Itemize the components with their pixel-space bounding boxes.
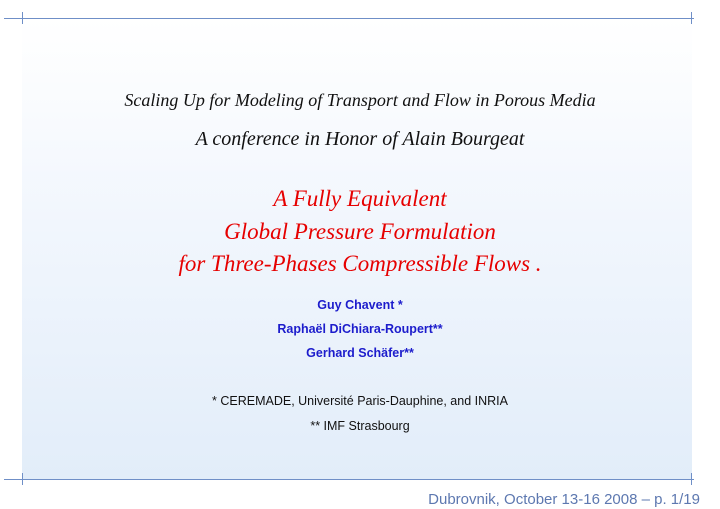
footer-page-info: Dubrovnik, October 13-16 2008 – p. 1/19 (428, 491, 700, 508)
talk-title-line-2: Global Pressure Formulation (224, 219, 496, 244)
top-rule (4, 18, 694, 19)
conference-subtitle: A conference in Honor of Alain Bourgeat (195, 128, 525, 150)
bottom-left-tick (22, 473, 23, 485)
author-gerhard-schafer: Gerhard Schäfer** (306, 346, 414, 360)
talk-title-line-3: for Three-Phases Compressible Flows . (178, 251, 542, 276)
author-guy-chavent: Guy Chavent * (317, 298, 403, 312)
slide-panel (22, 18, 692, 479)
bottom-right-tick (691, 473, 692, 485)
affiliation-imf: ** IMF Strasbourg (310, 419, 410, 433)
bottom-rule (4, 479, 694, 480)
top-right-tick (691, 12, 692, 24)
affiliation-ceremade: * CEREMADE, Université Paris-Dauphine, and INRIA (212, 394, 508, 408)
top-left-tick (22, 12, 23, 24)
author-raphael-dichiara-roupert: Raphaël DiChiara-Roupert** (277, 322, 443, 336)
talk-title-line-1: A Fully Equivalent (273, 186, 447, 211)
conference-title: Scaling Up for Modeling of Transport and Flow in Porous Media (124, 90, 596, 110)
